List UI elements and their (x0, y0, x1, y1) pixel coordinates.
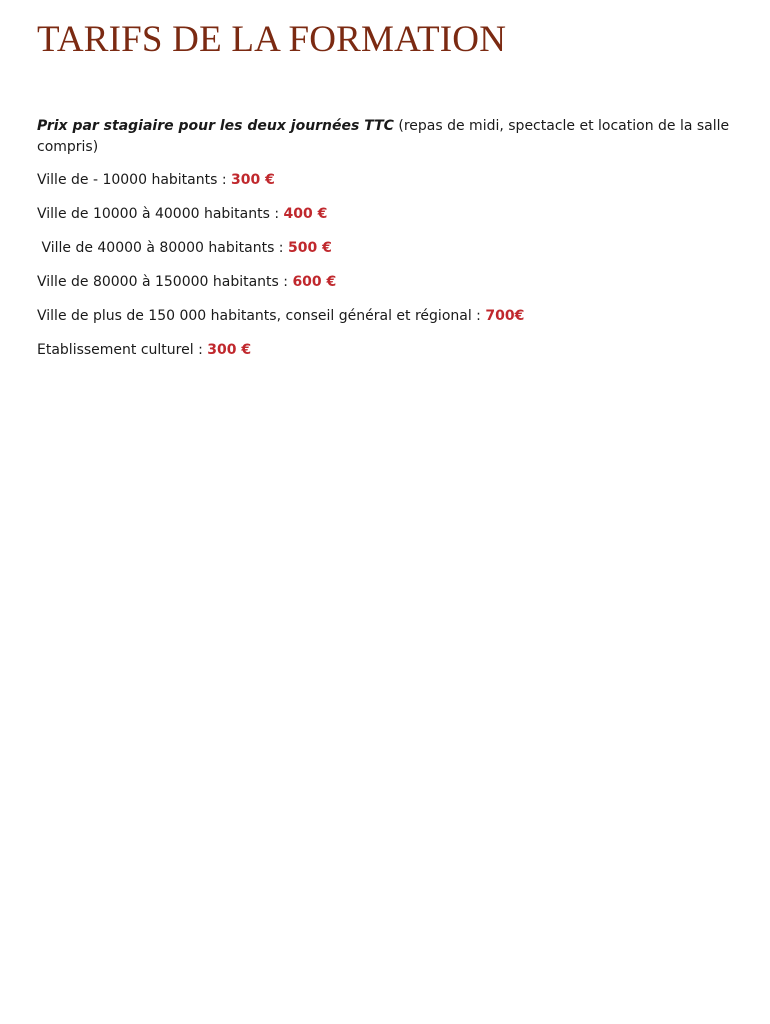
price-value: 400 € (283, 206, 328, 222)
price-label: Ville de - 10000 habitants : (37, 172, 232, 188)
price-item (37, 170, 737, 191)
price-label: Ville de 10000 à 40000 habitants : (37, 206, 284, 222)
pricing-section (37, 116, 737, 361)
price-value: 300 € (207, 342, 252, 358)
price-value: 300 € (231, 172, 275, 188)
price-item (37, 204, 737, 225)
intro-rest: (repas de midi, spectacle et location de la salle compris) (37, 118, 730, 155)
price-value: 600 € (292, 274, 337, 290)
intro-lead: Prix par stagiaire pour les deux journées TTC (37, 118, 394, 134)
price-value: 700€ (485, 308, 525, 324)
price-item (37, 272, 737, 293)
price-label: Ville de 40000 à 80000 habitants : (37, 240, 288, 256)
price-value: 500 € (287, 240, 332, 256)
intro-paragraph (37, 116, 737, 158)
price-item (37, 306, 737, 327)
price-item (37, 340, 737, 361)
price-item (37, 238, 737, 259)
price-label: Ville de 80000 à 150000 habitants : (37, 274, 293, 290)
price-label: Etablissement culturel : (37, 342, 208, 358)
price-label: Ville de plus de 150 000 habitants, conseil général et régional : (37, 308, 486, 324)
price-list (37, 170, 737, 361)
page-title: TARIFS DE LA FORMATION (37, 19, 507, 60)
